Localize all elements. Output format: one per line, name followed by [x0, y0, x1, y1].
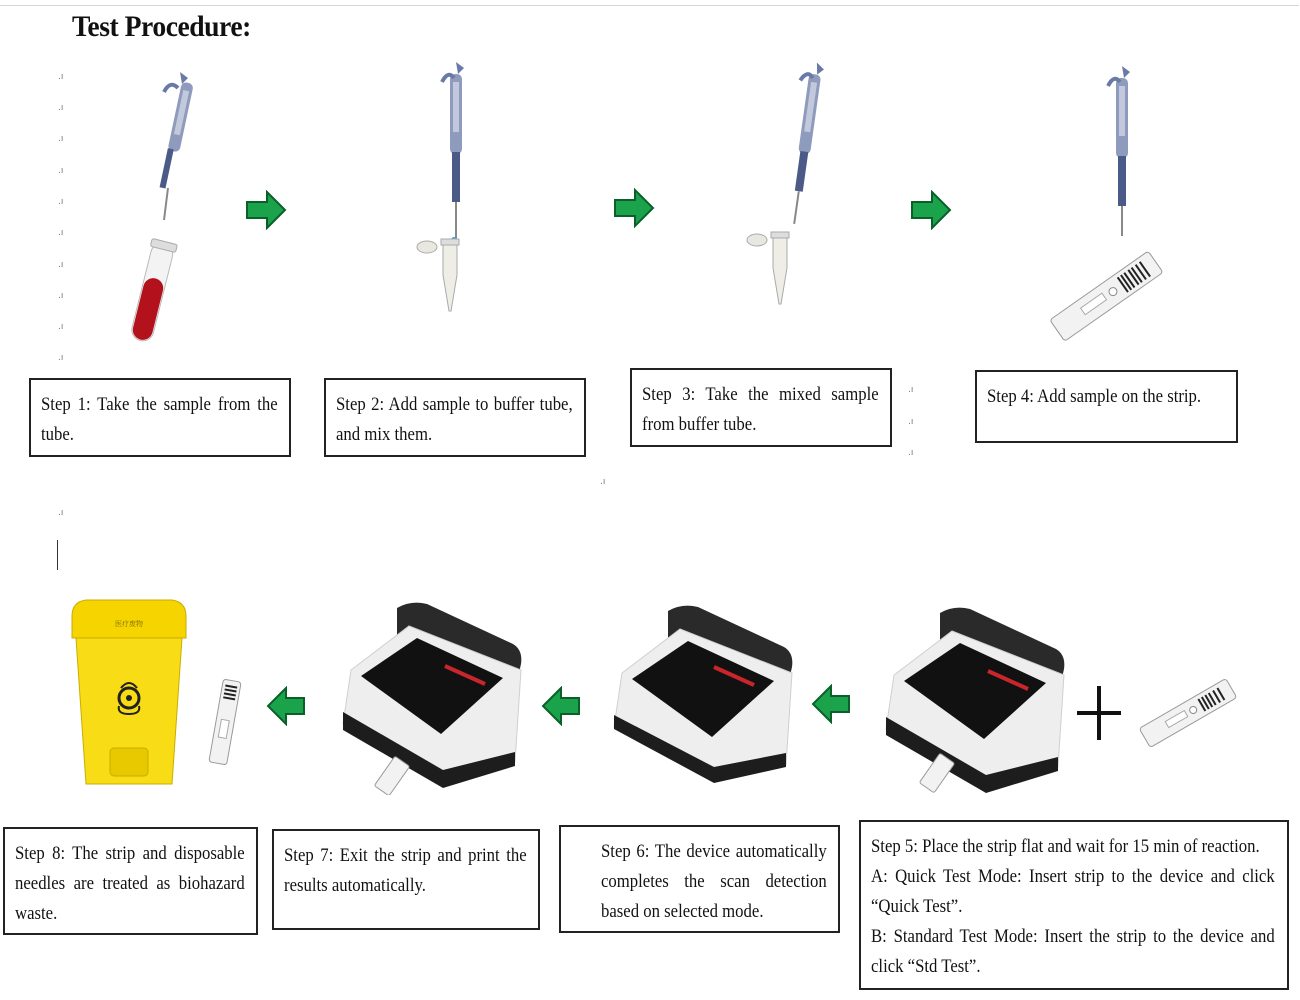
page-title: Test Procedure: — [72, 10, 251, 43]
step-2-box — [324, 378, 586, 457]
biohazard-bin-icon — [66, 598, 192, 790]
test-strip-icon — [1136, 668, 1241, 758]
arrow-right-icon — [910, 190, 952, 230]
step-1-box — [29, 378, 291, 457]
step-3-box — [630, 368, 892, 447]
arrow-left-icon — [266, 686, 306, 726]
analyzer-device-icon — [335, 600, 525, 795]
step-5-text: Step 5: Place the strip flat and wait for 15 min of reaction. — [871, 836, 1260, 857]
step-4-box — [975, 370, 1238, 443]
step-2-text: Step 2: Add sample to buffer tube, and mix them. — [336, 394, 573, 445]
arrow-right-icon — [245, 190, 287, 230]
arrow-left-icon — [541, 686, 581, 726]
step-5-box — [859, 820, 1289, 990]
step-4-text: Step 4: Add sample on the strip. — [987, 386, 1202, 407]
blood-tube-icon — [125, 238, 180, 353]
test-strip-icon — [1045, 245, 1170, 350]
pipette-icon — [150, 70, 210, 230]
pipette-icon — [432, 60, 482, 250]
step-8-text: Step 8: The strip and disposable needles are treated as biohazard waste. — [15, 843, 245, 924]
step-1-text: Step 1: Take the sample from the tube. — [41, 394, 278, 445]
step-6-box — [559, 825, 840, 933]
step-3-text: Step 3: Take the mixed sample from buffer tube. — [642, 384, 879, 435]
step-7-box — [272, 829, 540, 930]
step-5-option-a: A: Quick Test Mode: Insert strip to the device and click “Quick Test”. — [871, 866, 1275, 917]
analyzer-device-icon — [878, 605, 1068, 800]
arrow-left-icon — [811, 684, 851, 724]
pipette-icon — [780, 60, 835, 230]
analyzer-device-icon — [606, 603, 796, 783]
plus-icon — [1075, 684, 1123, 742]
step-5-option-b: B: Standard Test Mode: Insert the strip to the device and click “Std Test”. — [871, 926, 1275, 977]
svg-text:医疗废物: 医疗废物 — [115, 620, 143, 628]
step-6-text: Step 6: The device automatically completes the scan detection based on selected mode. — [601, 841, 827, 922]
arrow-right-icon — [613, 188, 655, 228]
buffer-tube-icon — [415, 235, 475, 315]
test-strip-icon — [200, 676, 250, 768]
step-7-text: Step 7: Exit the strip and print the results automatically. — [284, 845, 527, 896]
buffer-tube-icon — [745, 228, 805, 308]
pipette-icon — [1098, 64, 1148, 244]
text-cursor — [57, 540, 58, 570]
step-8-box — [3, 827, 258, 935]
